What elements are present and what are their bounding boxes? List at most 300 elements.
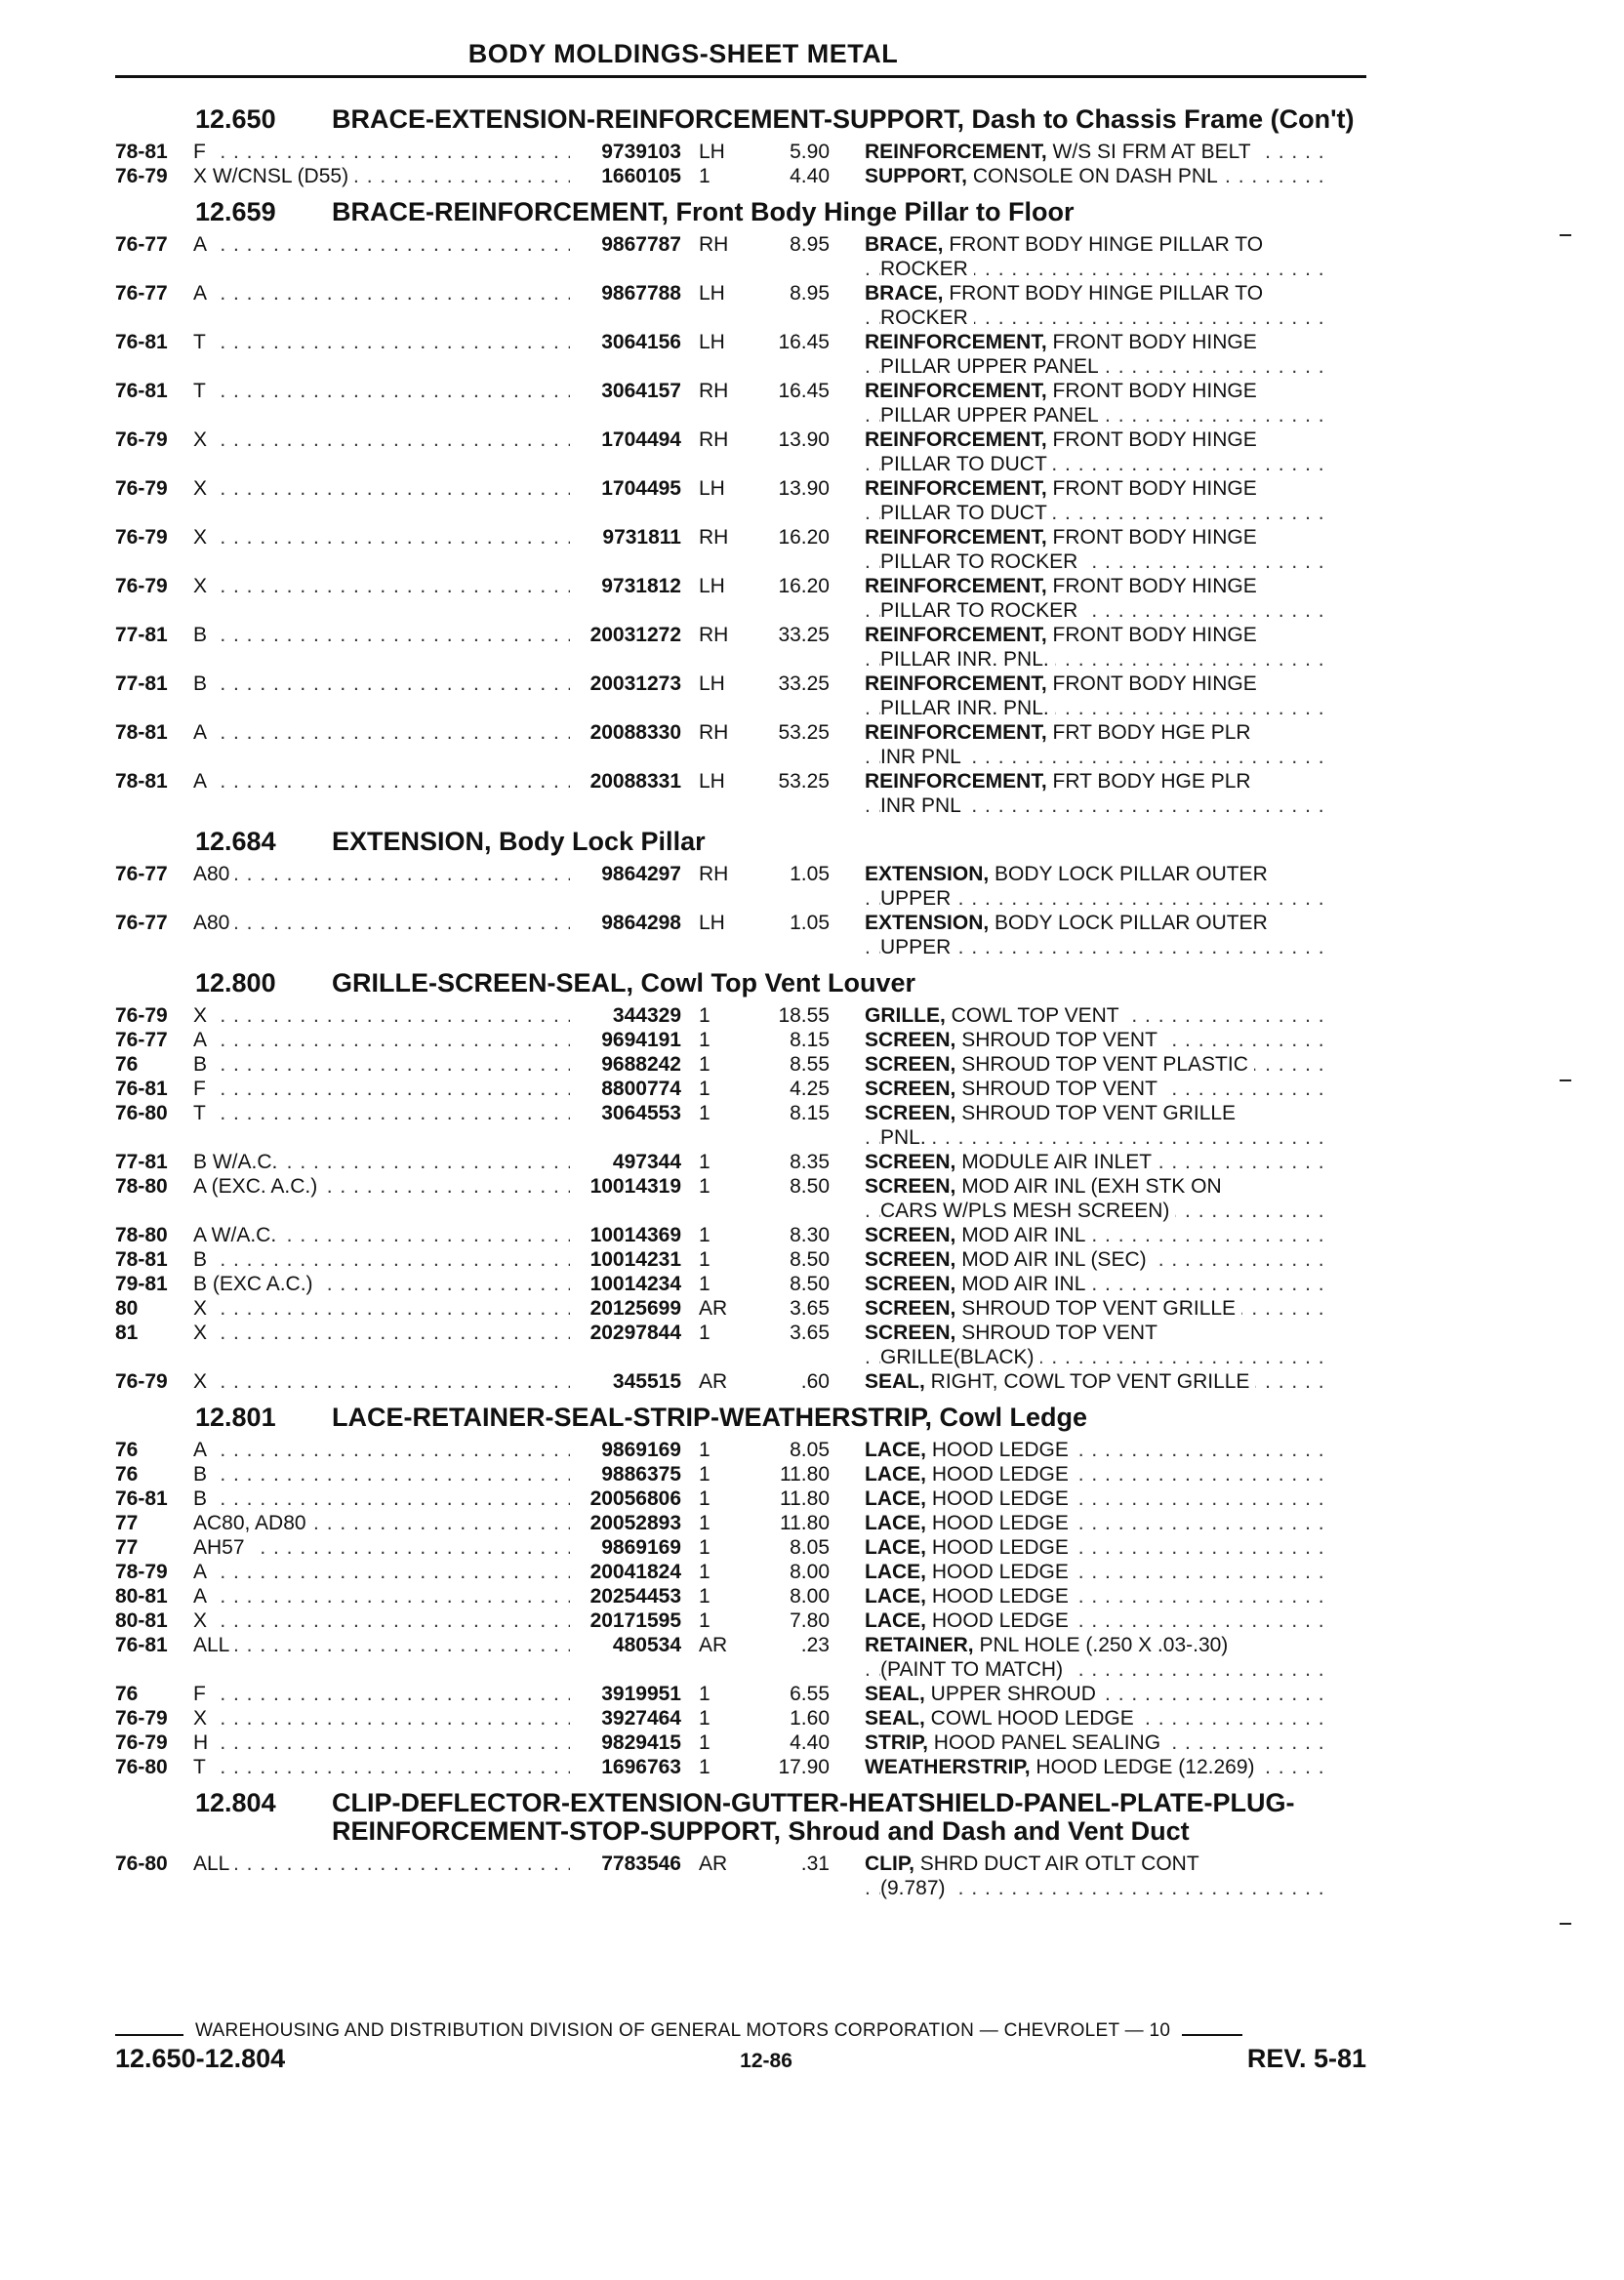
description bbox=[830, 1633, 1333, 1682]
model-cell bbox=[193, 1438, 570, 1462]
description-line bbox=[865, 647, 1333, 672]
description-line bbox=[865, 1223, 1333, 1247]
part-number: 9869169 bbox=[570, 1438, 681, 1462]
table-row bbox=[115, 281, 1374, 330]
description-text: SCREEN, MOD AIR INL bbox=[865, 1224, 1091, 1246]
part-number: 20052893 bbox=[570, 1511, 681, 1535]
year-range: 76-77 bbox=[115, 912, 168, 934]
description-text: REINFORCEMENT, FRONT BODY HINGE bbox=[865, 331, 1263, 353]
table-row bbox=[115, 1052, 1374, 1077]
model-cell bbox=[193, 1247, 570, 1272]
description-line bbox=[865, 1345, 1333, 1369]
description-text: (9.787) bbox=[880, 1877, 952, 1899]
quantity: 1 bbox=[699, 1731, 710, 1754]
year-range: 77 bbox=[115, 1512, 139, 1534]
table-row bbox=[115, 1101, 1374, 1150]
description-line bbox=[865, 1633, 1333, 1657]
description-keyword: LACE, bbox=[865, 1609, 926, 1632]
description-line bbox=[865, 1438, 1333, 1462]
section-title: CLIP-DEFLECTOR-EXTENSION-GUTTER-HEATSHIELD-PANEL-PLATE-PLUG-REINFORCEMENT-STOP-SUPPORT, Shroud and Dash and Vent Duct bbox=[332, 1788, 1295, 1846]
description-line bbox=[865, 140, 1333, 164]
description-keyword: LACE, bbox=[865, 1463, 926, 1486]
price: 8.50 bbox=[790, 1273, 830, 1295]
quantity: 1 bbox=[699, 1487, 710, 1510]
description bbox=[830, 428, 1333, 476]
description bbox=[830, 911, 1333, 959]
price: 13.90 bbox=[778, 428, 830, 451]
table-row bbox=[115, 1462, 1374, 1486]
model-code: X bbox=[193, 477, 213, 500]
part-number: 9864298 bbox=[570, 911, 681, 959]
price: 8.00 bbox=[790, 1585, 830, 1608]
price: 33.25 bbox=[778, 672, 830, 695]
part-number: 10014319 bbox=[570, 1174, 681, 1223]
model-code: X bbox=[193, 1609, 213, 1632]
model-code: A bbox=[193, 282, 213, 305]
description-line bbox=[865, 1174, 1333, 1199]
section-number: 12.659 bbox=[195, 197, 276, 226]
parts-listing bbox=[115, 96, 1374, 1900]
model-cell bbox=[193, 1223, 570, 1247]
part-number: 8800774 bbox=[570, 1077, 681, 1101]
price: 3.65 bbox=[790, 1297, 830, 1320]
description-line bbox=[865, 1608, 1333, 1633]
table-row bbox=[115, 769, 1374, 818]
description bbox=[830, 525, 1333, 574]
description bbox=[830, 1369, 1333, 1394]
margin-mark bbox=[1560, 234, 1571, 236]
description-text: SEAL, COWL HOOD LEDGE bbox=[865, 1707, 1140, 1730]
part-number: 345515 bbox=[570, 1369, 681, 1394]
description-line bbox=[865, 330, 1333, 354]
quantity: LH bbox=[699, 141, 725, 163]
price: 11.80 bbox=[780, 1512, 830, 1534]
quantity: 1 bbox=[699, 1439, 710, 1461]
model-code: X bbox=[193, 1370, 213, 1393]
price: .60 bbox=[800, 1370, 830, 1393]
description-keyword: LACE, bbox=[865, 1487, 926, 1510]
description-keyword: SCREEN, bbox=[865, 1151, 956, 1173]
description bbox=[830, 1003, 1333, 1028]
model-code: B bbox=[193, 1248, 213, 1271]
description-text: REINFORCEMENT, FRONT BODY HINGE bbox=[865, 477, 1263, 500]
description bbox=[830, 574, 1333, 623]
table-row bbox=[115, 140, 1374, 164]
description-text: BRACE, FRONT BODY HINGE PILLAR TO bbox=[865, 282, 1269, 305]
description-text: LACE, HOOD LEDGE bbox=[865, 1585, 1075, 1608]
price: 16.45 bbox=[778, 331, 830, 353]
model-code: X W/CNSL (D55) bbox=[193, 165, 354, 187]
footer-range: 12.650-12.804 bbox=[115, 2044, 286, 2073]
quantity: LH bbox=[699, 575, 725, 597]
description-line bbox=[865, 525, 1333, 550]
description-line bbox=[865, 1028, 1333, 1052]
model-code: F bbox=[193, 1078, 212, 1100]
description bbox=[830, 862, 1333, 911]
model-cell bbox=[193, 911, 570, 959]
model-code: X bbox=[193, 575, 213, 597]
model-cell bbox=[193, 720, 570, 769]
section-rows bbox=[115, 1852, 1374, 1900]
description bbox=[830, 1511, 1333, 1535]
description-keyword: STRIP, bbox=[865, 1731, 928, 1754]
description bbox=[830, 672, 1333, 720]
table-row bbox=[115, 574, 1374, 623]
quantity: 1 bbox=[699, 1756, 710, 1778]
description-line bbox=[865, 1077, 1333, 1101]
description-text: SCREEN, MOD AIR INL (SEC) bbox=[865, 1248, 1153, 1271]
part-number: 1660105 bbox=[570, 164, 681, 188]
model-code: F bbox=[193, 1683, 212, 1705]
price: 8.50 bbox=[790, 1175, 830, 1198]
price: 8.50 bbox=[790, 1248, 830, 1271]
table-row bbox=[115, 1755, 1374, 1779]
quantity: 1 bbox=[699, 165, 710, 187]
description-text: LACE, HOOD LEDGE bbox=[865, 1512, 1075, 1534]
description-text: ROCKER bbox=[880, 258, 974, 280]
table-row bbox=[115, 1369, 1374, 1394]
description-keyword: SCREEN, bbox=[865, 1224, 956, 1246]
part-number: 10014234 bbox=[570, 1272, 681, 1296]
description-keyword: LACE, bbox=[865, 1585, 926, 1608]
year-range: 76-81 bbox=[115, 380, 168, 402]
description bbox=[830, 1852, 1333, 1900]
price: 5.90 bbox=[790, 141, 830, 163]
description-keyword: REINFORCEMENT, bbox=[865, 428, 1047, 451]
description-text: PILLAR TO ROCKER bbox=[880, 550, 1083, 573]
model-cell bbox=[193, 1028, 570, 1052]
description-line bbox=[865, 1247, 1333, 1272]
model-cell bbox=[193, 1608, 570, 1633]
description-line bbox=[865, 1003, 1333, 1028]
quantity: 1 bbox=[699, 1322, 710, 1344]
price: .23 bbox=[800, 1634, 830, 1656]
model-code: T bbox=[193, 1756, 212, 1778]
model-cell bbox=[193, 428, 570, 476]
year-range: 79-81 bbox=[115, 1273, 168, 1295]
quantity: 1 bbox=[699, 1151, 710, 1173]
model-cell bbox=[193, 1486, 570, 1511]
model-cell bbox=[193, 1150, 570, 1174]
model-code: A bbox=[193, 1561, 213, 1583]
description-keyword: SEAL, bbox=[865, 1683, 925, 1705]
model-code: ALL bbox=[193, 1852, 235, 1875]
page-title: BODY MOLDINGS-SHEET METAL bbox=[467, 39, 899, 68]
year-range: 78-80 bbox=[115, 1224, 168, 1246]
price: 11.80 bbox=[780, 1487, 830, 1510]
model-code: AH57 bbox=[193, 1536, 251, 1559]
description-keyword: BRACE, bbox=[865, 233, 944, 256]
description-keyword: LACE, bbox=[865, 1512, 926, 1534]
part-number: 10014369 bbox=[570, 1223, 681, 1247]
table-row bbox=[115, 1247, 1374, 1272]
quantity: LH bbox=[699, 331, 725, 353]
description-text: UPPER bbox=[880, 936, 956, 958]
part-number: 20088330 bbox=[570, 720, 681, 769]
description-keyword: SCREEN, bbox=[865, 1053, 956, 1076]
price: 8.35 bbox=[790, 1151, 830, 1173]
quantity: 1 bbox=[699, 1004, 710, 1027]
year-range: 76-81 bbox=[115, 331, 168, 353]
quantity: 1 bbox=[699, 1029, 710, 1051]
year-range: 80-81 bbox=[115, 1585, 168, 1608]
price: 8.15 bbox=[790, 1029, 830, 1051]
description bbox=[830, 476, 1333, 525]
part-number: 9886375 bbox=[570, 1462, 681, 1486]
price: 8.95 bbox=[790, 233, 830, 256]
part-number: 1704495 bbox=[570, 476, 681, 525]
year-range: 77-81 bbox=[115, 624, 168, 646]
description-text: SCREEN, MOD AIR INL (EXH STK ON bbox=[865, 1175, 1228, 1198]
part-number: 480534 bbox=[570, 1633, 681, 1682]
description-text: LACE, HOOD LEDGE bbox=[865, 1487, 1075, 1510]
year-range: 76-81 bbox=[115, 1634, 168, 1656]
part-number: 20031272 bbox=[570, 623, 681, 672]
model-cell bbox=[193, 1511, 570, 1535]
description bbox=[830, 1296, 1333, 1321]
model-cell bbox=[193, 1174, 570, 1223]
description bbox=[830, 232, 1333, 281]
part-number: 20297844 bbox=[570, 1321, 681, 1369]
table-row bbox=[115, 1150, 1374, 1174]
model-code: A W/A.C. bbox=[193, 1224, 282, 1246]
model-cell bbox=[193, 232, 570, 281]
description-keyword: LACE, bbox=[865, 1439, 926, 1461]
table-row bbox=[115, 379, 1374, 428]
table-row bbox=[115, 1608, 1374, 1633]
table-row bbox=[115, 623, 1374, 672]
quantity: LH bbox=[699, 282, 725, 305]
footer-revision: REV. 5-81 bbox=[1246, 2044, 1366, 2073]
footer-division bbox=[115, 2020, 1366, 2042]
description bbox=[830, 1682, 1333, 1706]
year-range: 77 bbox=[115, 1536, 139, 1559]
quantity: AR bbox=[699, 1852, 728, 1875]
part-number: 3064156 bbox=[570, 330, 681, 379]
margin-mark bbox=[1560, 1923, 1571, 1925]
model-code: ALL bbox=[193, 1634, 235, 1656]
model-cell bbox=[193, 1077, 570, 1101]
year-range: 76-81 bbox=[115, 1078, 168, 1100]
model-cell bbox=[193, 1369, 570, 1394]
model-code: X bbox=[193, 1707, 213, 1730]
description-keyword: SCREEN, bbox=[865, 1175, 956, 1198]
description-keyword: GRILLE, bbox=[865, 1004, 946, 1027]
section-rows bbox=[115, 862, 1374, 959]
model-cell bbox=[193, 1321, 570, 1369]
table-row bbox=[115, 720, 1374, 769]
table-row bbox=[115, 672, 1374, 720]
price: 4.40 bbox=[790, 1731, 830, 1754]
description bbox=[830, 1730, 1333, 1755]
model-cell bbox=[193, 1535, 570, 1560]
model-code: A bbox=[193, 721, 213, 744]
quantity: LH bbox=[699, 770, 725, 793]
section-header bbox=[115, 1404, 1374, 1432]
quantity: 1 bbox=[699, 1175, 710, 1198]
description-line bbox=[865, 1852, 1333, 1876]
table-row bbox=[115, 1633, 1374, 1682]
section-title: BRACE-EXTENSION-REINFORCEMENT-SUPPORT, Dash to Chassis Frame (Con't) bbox=[332, 104, 1355, 134]
description bbox=[830, 1706, 1333, 1730]
description-text: EXTENSION, BODY LOCK PILLAR OUTER bbox=[865, 863, 1274, 885]
part-number: 9867788 bbox=[570, 281, 681, 330]
model-code: T bbox=[193, 331, 212, 353]
part-number: 9739103 bbox=[570, 140, 681, 164]
price: 8.00 bbox=[790, 1561, 830, 1583]
description-line bbox=[865, 886, 1333, 911]
model-code: F bbox=[193, 141, 212, 163]
description bbox=[830, 1272, 1333, 1296]
part-number: 1704494 bbox=[570, 428, 681, 476]
description-keyword: CLIP, bbox=[865, 1852, 914, 1875]
description bbox=[830, 623, 1333, 672]
description-line bbox=[865, 1682, 1333, 1706]
description-line bbox=[865, 623, 1333, 647]
table-row bbox=[115, 1584, 1374, 1608]
part-number: 7783546 bbox=[570, 1852, 681, 1900]
description-keyword: REINFORCEMENT, bbox=[865, 672, 1047, 695]
model-code: A bbox=[193, 1439, 213, 1461]
model-cell bbox=[193, 1852, 570, 1900]
model-code: H bbox=[193, 1731, 214, 1754]
description-text: INR PNL bbox=[880, 746, 967, 768]
description-text: REINFORCEMENT, FRONT BODY HINGE bbox=[865, 672, 1263, 695]
quantity: AR bbox=[699, 1370, 728, 1393]
quantity: 1 bbox=[699, 1078, 710, 1100]
description bbox=[830, 1247, 1333, 1272]
description-text: SCREEN, SHROUD TOP VENT GRILLE bbox=[865, 1102, 1241, 1124]
table-row bbox=[115, 1003, 1374, 1028]
description-text: LACE, HOOD LEDGE bbox=[865, 1561, 1075, 1583]
section bbox=[115, 105, 1374, 188]
description bbox=[830, 1584, 1333, 1608]
description-line bbox=[865, 281, 1333, 305]
price: 16.20 bbox=[778, 526, 830, 549]
description-text: PNL. bbox=[880, 1126, 932, 1149]
table-row bbox=[115, 1174, 1374, 1223]
price: 11.80 bbox=[780, 1463, 830, 1486]
year-range: 76 bbox=[115, 1683, 139, 1705]
quantity: 1 bbox=[699, 1248, 710, 1271]
quantity: 1 bbox=[699, 1609, 710, 1632]
quantity: 1 bbox=[699, 1512, 710, 1534]
year-range: 80 bbox=[115, 1297, 139, 1320]
description bbox=[830, 1608, 1333, 1633]
description-text: PILLAR UPPER PANEL bbox=[880, 404, 1105, 427]
description bbox=[830, 1028, 1333, 1052]
price: 1.60 bbox=[790, 1707, 830, 1730]
description-line bbox=[865, 574, 1333, 598]
model-code: A80 bbox=[193, 863, 235, 885]
year-range: 76-79 bbox=[115, 575, 168, 597]
description bbox=[830, 1560, 1333, 1584]
year-range: 78-79 bbox=[115, 1561, 168, 1583]
description-keyword: REINFORCEMENT, bbox=[865, 721, 1047, 744]
section-header bbox=[115, 105, 1374, 134]
part-number: 9731812 bbox=[570, 574, 681, 623]
description-line bbox=[865, 1101, 1333, 1125]
description bbox=[830, 1755, 1333, 1779]
price: 4.25 bbox=[790, 1078, 830, 1100]
description-line bbox=[865, 428, 1333, 452]
description-line bbox=[865, 1369, 1333, 1394]
model-code: A bbox=[193, 770, 213, 793]
description-line bbox=[865, 911, 1333, 935]
year-range: 76-79 bbox=[115, 1004, 168, 1027]
description-keyword: BRACE, bbox=[865, 282, 944, 305]
model-cell bbox=[193, 476, 570, 525]
description-line bbox=[865, 1584, 1333, 1608]
description-text: PILLAR UPPER PANEL bbox=[880, 355, 1105, 378]
quantity: 1 bbox=[699, 1585, 710, 1608]
description-line bbox=[865, 452, 1333, 476]
quantity: 1 bbox=[699, 1683, 710, 1705]
table-row bbox=[115, 1272, 1374, 1296]
price: 3.65 bbox=[790, 1322, 830, 1344]
part-number: 20254453 bbox=[570, 1584, 681, 1608]
table-row bbox=[115, 428, 1374, 476]
description-keyword: EXTENSION, bbox=[865, 863, 990, 885]
model-code: X bbox=[193, 428, 213, 451]
section bbox=[115, 1789, 1374, 1900]
description-keyword: LACE, bbox=[865, 1536, 926, 1559]
section-number: 12.804 bbox=[195, 1788, 276, 1817]
quantity: RH bbox=[699, 233, 729, 256]
price: 4.40 bbox=[790, 165, 830, 187]
description-line bbox=[865, 794, 1333, 818]
year-range: 78-81 bbox=[115, 141, 168, 163]
section-title: GRILLE-SCREEN-SEAL, Cowl Top Vent Louver bbox=[332, 968, 916, 998]
model-cell bbox=[193, 1101, 570, 1150]
description-text: GRILLE(BLACK) bbox=[880, 1346, 1040, 1368]
model-cell bbox=[193, 1633, 570, 1682]
year-range: 76-79 bbox=[115, 1731, 168, 1754]
section-number: 12.801 bbox=[195, 1403, 276, 1432]
section bbox=[115, 1404, 1374, 1779]
table-row bbox=[115, 1560, 1374, 1584]
description-line bbox=[865, 769, 1333, 794]
description-text: PILLAR INR. PNL. bbox=[880, 648, 1055, 671]
section bbox=[115, 198, 1374, 818]
table-row bbox=[115, 1535, 1374, 1560]
description-line bbox=[865, 379, 1333, 403]
description bbox=[830, 769, 1333, 818]
description bbox=[830, 1535, 1333, 1560]
model-cell bbox=[193, 379, 570, 428]
description-keyword: SCREEN, bbox=[865, 1297, 956, 1320]
model-cell bbox=[193, 623, 570, 672]
description-line bbox=[865, 1052, 1333, 1077]
description-text: RETAINER, PNL HOLE (.250 X .03-.30) bbox=[865, 1634, 1234, 1656]
price: 53.25 bbox=[778, 721, 830, 744]
model-code: B bbox=[193, 1463, 213, 1486]
description-text: EXTENSION, BODY LOCK PILLAR OUTER bbox=[865, 912, 1274, 934]
quantity: 1 bbox=[699, 1273, 710, 1295]
description-text: SCREEN, SHROUD TOP VENT bbox=[865, 1029, 1163, 1051]
part-number: 9864297 bbox=[570, 862, 681, 911]
description-keyword: REINFORCEMENT, bbox=[865, 380, 1047, 402]
description-keyword: REINFORCEMENT, bbox=[865, 331, 1047, 353]
section-number: 12.684 bbox=[195, 827, 276, 856]
model-cell bbox=[193, 769, 570, 818]
table-row bbox=[115, 1028, 1374, 1052]
description-text: SCREEN, MODULE AIR INLET bbox=[865, 1151, 1157, 1173]
description-line bbox=[865, 1755, 1333, 1779]
description-line bbox=[865, 672, 1333, 696]
part-number: 1696763 bbox=[570, 1755, 681, 1779]
table-row bbox=[115, 476, 1374, 525]
